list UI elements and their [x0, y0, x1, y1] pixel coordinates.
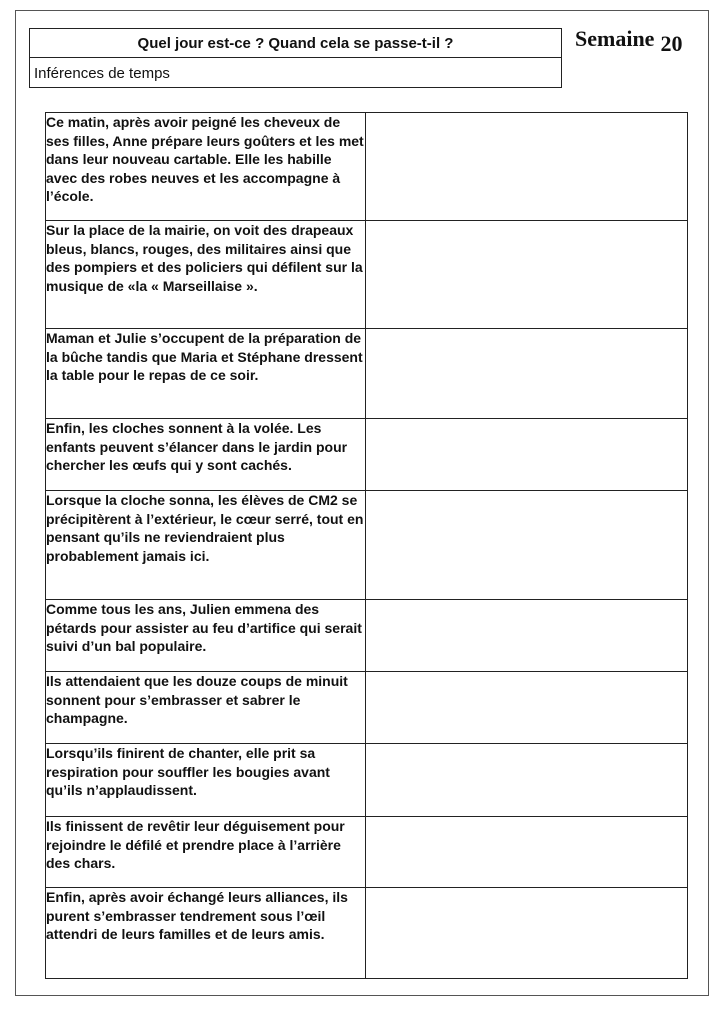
week-word: Semaine: [575, 26, 655, 51]
sentence-cell: Enfin, les cloches sonnent à la volée. Les enfants peuvent s’élancer dans le jardin pour chercher les œufs qui y sont cachés.: [46, 419, 366, 491]
header-box: [29, 28, 562, 88]
answer-cell[interactable]: [366, 419, 688, 491]
worksheet-title: Quel jour est-ce ? Quand cela se passe-t-il ?: [30, 29, 561, 58]
answer-cell[interactable]: [366, 329, 688, 419]
worksheet-subtitle: Inférences de temps: [34, 64, 170, 82]
answer-cell[interactable]: [366, 744, 688, 817]
week-label: [575, 26, 683, 56]
answer-cell[interactable]: [366, 113, 688, 221]
answer-cell[interactable]: [366, 491, 688, 600]
sentence-cell: Ils finissent de revêtir leur déguisement pour rejoindre le défilé et prendre place à l’arrière des chars.: [46, 817, 366, 888]
answer-cell[interactable]: [366, 600, 688, 672]
sentence-cell: Sur la place de la mairie, on voit des drapeaux bleus, blancs, rouges, des militaires ainsi que des pompiers et des policiers qui défilent sur la musique de «la « Marseillaise ».: [46, 221, 366, 329]
table-row: [46, 888, 688, 979]
table-row: [46, 744, 688, 817]
table-row: [46, 113, 688, 221]
table-row: [46, 329, 688, 419]
sentence-cell: Comme tous les ans, Julien emmena des pétards pour assister au feu d’artifice qui serait suivi d’un bal populaire.: [46, 600, 366, 672]
exercise-table: [45, 112, 688, 979]
table-row: [46, 221, 688, 329]
sentence-cell: Enfin, après avoir échangé leurs alliances, ils purent s’embrasser tendrement sous l’œil attendri de leurs familles et de leurs amis.: [46, 888, 366, 979]
table-row: [46, 672, 688, 744]
table-row: [46, 600, 688, 672]
sentence-cell: Ils attendaient que les douze coups de minuit sonnent pour s’embrasser et sabrer le champagne.: [46, 672, 366, 744]
sentence-cell: Lorsque la cloche sonna, les élèves de CM2 se précipitèrent à l’extérieur, le cœur serré, tout en pensant qu’ils ne reviendraient plus probablement jamais ici.: [46, 491, 366, 600]
table-row: [46, 817, 688, 888]
sentence-cell: Lorsqu’ils finirent de chanter, elle prit sa respiration pour souffler les bougies avant qu’ils n’applaudissent.: [46, 744, 366, 817]
table-row: [46, 491, 688, 600]
sentence-cell: Ce matin, après avoir peigné les cheveux de ses filles, Anne prépare leurs goûters et les met dans leur nouveau cartable. Elle les habille avec des robes neuves et les accompagne à l’école.: [46, 113, 366, 221]
answer-cell[interactable]: [366, 888, 688, 979]
answer-cell[interactable]: [366, 817, 688, 888]
answer-cell[interactable]: [366, 221, 688, 329]
week-number: 20: [660, 31, 683, 56]
answer-cell[interactable]: [366, 672, 688, 744]
table-row: [46, 419, 688, 491]
sentence-cell: Maman et Julie s’occupent de la préparation de la bûche tandis que Maria et Stéphane dressent la table pour le repas de ce soir.: [46, 329, 366, 419]
